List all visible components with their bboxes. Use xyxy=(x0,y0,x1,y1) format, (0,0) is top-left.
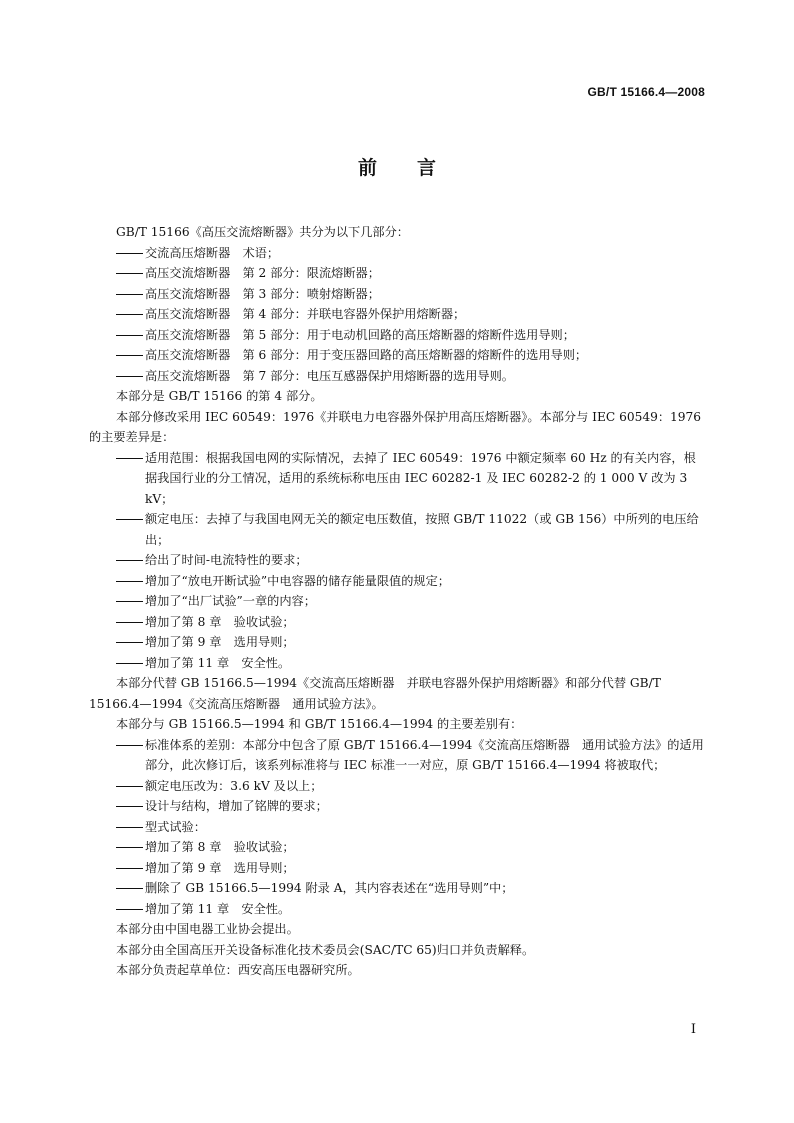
em-dash-marker xyxy=(116,868,143,869)
body-paragraph xyxy=(89,386,706,407)
paragraph-text: 高压交流熔断器 第 2 部分：限流熔断器； xyxy=(145,266,380,280)
dash-list-item xyxy=(89,837,706,858)
em-dash-marker xyxy=(116,519,143,520)
paragraph-text: 高压交流熔断器 第 7 部分：电压互感器保护用熔断器的选用导则。 xyxy=(145,368,514,383)
paragraph-text: 增加了第 11 章 安全性。 xyxy=(145,655,291,670)
paragraph-text: 适用范围：根据我国电网的实际情况，去掉了 IEC 60549：1976 中额定频率 60 Hz 的有关内容，根据我国行业的分工情况，适用的系统标称电压由 IEC 60282-1 及 IEC 60282-2 的 1 000 V 改为 3 kV； xyxy=(145,450,696,506)
paragraph-text: 增加了第 8 章 验收试验； xyxy=(145,614,295,629)
dash-list-item xyxy=(89,735,706,776)
em-dash-marker xyxy=(116,314,143,315)
dash-list-item xyxy=(89,243,706,264)
paragraph-text: 增加了“出厂试验”一章的内容； xyxy=(145,594,316,608)
dash-list-item xyxy=(89,571,706,592)
page-title: 前言 xyxy=(357,157,476,179)
paragraph-text: 额定电压改为：3.6 kV 及以上； xyxy=(145,778,323,793)
paragraph-text: 本部分修改采用 IEC 60549：1976《并联电力电容器外保护用高压熔断器》。本部分与 IEC 60549：1976 的主要差异是： xyxy=(89,409,702,444)
em-dash-marker xyxy=(116,253,143,254)
dash-list-item xyxy=(89,366,706,387)
em-dash-marker xyxy=(116,355,143,356)
paragraph-text: 增加了“放电开断试验”中电容器的储存能量限值的规定； xyxy=(145,573,450,588)
dash-list-item xyxy=(89,448,706,510)
paragraph-text: 本部分由中国电器工业协会提出。 xyxy=(116,922,299,936)
paragraph-text: 增加了第 8 章 验收试验； xyxy=(145,840,295,854)
body-paragraph xyxy=(89,673,706,714)
paragraph-text: 设计与结构，增加了铭牌的要求； xyxy=(145,799,328,813)
em-dash-marker xyxy=(116,335,143,336)
em-dash-marker xyxy=(116,847,143,848)
paragraph-text: 标准体系的差别：本部分中包含了原 GB/T 15166.4—1994《交流高压熔断器 通用试验方法》的适用部分，此次修订后，该系列标准将与 IEC 标准一一对应，原 GB/T 15166.4—1994 将被取代； xyxy=(145,737,704,772)
dash-list-item xyxy=(89,817,706,838)
dash-list-item xyxy=(89,325,706,346)
paragraph-text: 本部分由全国高压开关设备标准化技术委员会(SAC/TC 65)归口并负责解释。 xyxy=(116,942,535,957)
dash-list-item xyxy=(89,776,706,797)
em-dash-marker xyxy=(116,827,143,828)
dash-list-item xyxy=(89,653,706,674)
paragraph-text: 增加了第 9 章 选用导则； xyxy=(145,635,295,649)
dash-list-item xyxy=(89,284,706,305)
dash-list-item xyxy=(89,878,706,899)
dash-list-item xyxy=(89,591,706,612)
em-dash-marker xyxy=(116,642,143,643)
paragraph-text: 高压交流熔断器 第 4 部分：并联电容器外保护用熔断器； xyxy=(145,307,466,321)
em-dash-marker xyxy=(116,806,143,807)
em-dash-marker xyxy=(116,376,143,377)
paragraph-text: 高压交流熔断器 第 3 部分：喷射熔断器； xyxy=(145,286,380,301)
em-dash-marker xyxy=(116,560,143,561)
em-dash-marker xyxy=(116,786,143,787)
dash-list-item xyxy=(89,858,706,879)
dash-list-item xyxy=(89,632,706,653)
em-dash-marker xyxy=(116,294,143,295)
paragraph-text: 额定电压：去掉了与我国电网无关的额定电压数值，按照 GB/T 11022（或 GB 156）中所列的电压给出； xyxy=(145,512,699,547)
paragraph-text: 交流高压熔断器 术语； xyxy=(145,245,280,260)
dash-list-item xyxy=(89,796,706,817)
em-dash-marker xyxy=(116,909,143,910)
em-dash-marker xyxy=(116,601,143,602)
paragraph-text: 删除了 GB 15166.5—1994 附录 A，其内容表述在“选用导则”中； xyxy=(145,881,514,895)
dash-list-item xyxy=(89,263,706,284)
paragraph-text: 增加了第 9 章 选用导则； xyxy=(145,860,295,875)
paragraph-text: 高压交流熔断器 第 5 部分：用于电动机回路的高压熔断器的熔断件选用导则； xyxy=(145,327,575,342)
em-dash-marker xyxy=(116,745,143,746)
dash-list-item xyxy=(89,509,706,550)
em-dash-marker xyxy=(116,458,143,459)
em-dash-marker xyxy=(116,273,143,274)
paragraph-text: 本部分是 GB/T 15166 的第 4 部分。 xyxy=(116,389,323,403)
paragraph-text: 本部分负责起草单位：西安高压电器研究所。 xyxy=(116,963,360,977)
em-dash-marker xyxy=(116,663,143,664)
dash-list-item xyxy=(89,345,706,366)
body-paragraph xyxy=(89,407,706,448)
paragraph-text: GB/T 15166《高压交流熔断器》共分为以下几部分： xyxy=(116,225,409,239)
body-paragraph xyxy=(89,222,706,243)
dash-list-item xyxy=(89,899,706,920)
paragraph-text: 增加了第 11 章 安全性。 xyxy=(145,901,291,916)
em-dash-marker xyxy=(116,622,143,623)
body-paragraph xyxy=(89,919,706,940)
document-body xyxy=(89,222,706,981)
em-dash-marker xyxy=(116,581,143,582)
paragraph-text: 高压交流熔断器 第 6 部分：用于变压器回路的高压熔断器的熔断件的选用导则； xyxy=(145,348,588,362)
dash-list-item xyxy=(89,550,706,571)
body-paragraph xyxy=(89,960,706,981)
paragraph-text: 本部分与 GB 15166.5—1994 和 GB/T 15166.4—1994 的主要差别有： xyxy=(116,717,523,731)
dash-list-item xyxy=(89,304,706,325)
standard-code: GB/T 15166.4—2008 xyxy=(587,85,705,99)
em-dash-marker xyxy=(116,888,143,889)
body-paragraph xyxy=(89,714,706,735)
page-number: I xyxy=(690,1022,696,1037)
paragraph-text: 给出了时间-电流特性的要求； xyxy=(145,553,308,567)
paragraph-text: 型式试验： xyxy=(145,819,206,834)
paragraph-text: 本部分代替 GB 15166.5—1994《交流高压熔断器 并联电容器外保护用熔断器》和部分代替 GB/T 15166.4—1994《交流高压熔断器 通用试验方法》。 xyxy=(89,676,661,711)
dash-list-item xyxy=(89,612,706,633)
body-paragraph xyxy=(89,940,706,961)
